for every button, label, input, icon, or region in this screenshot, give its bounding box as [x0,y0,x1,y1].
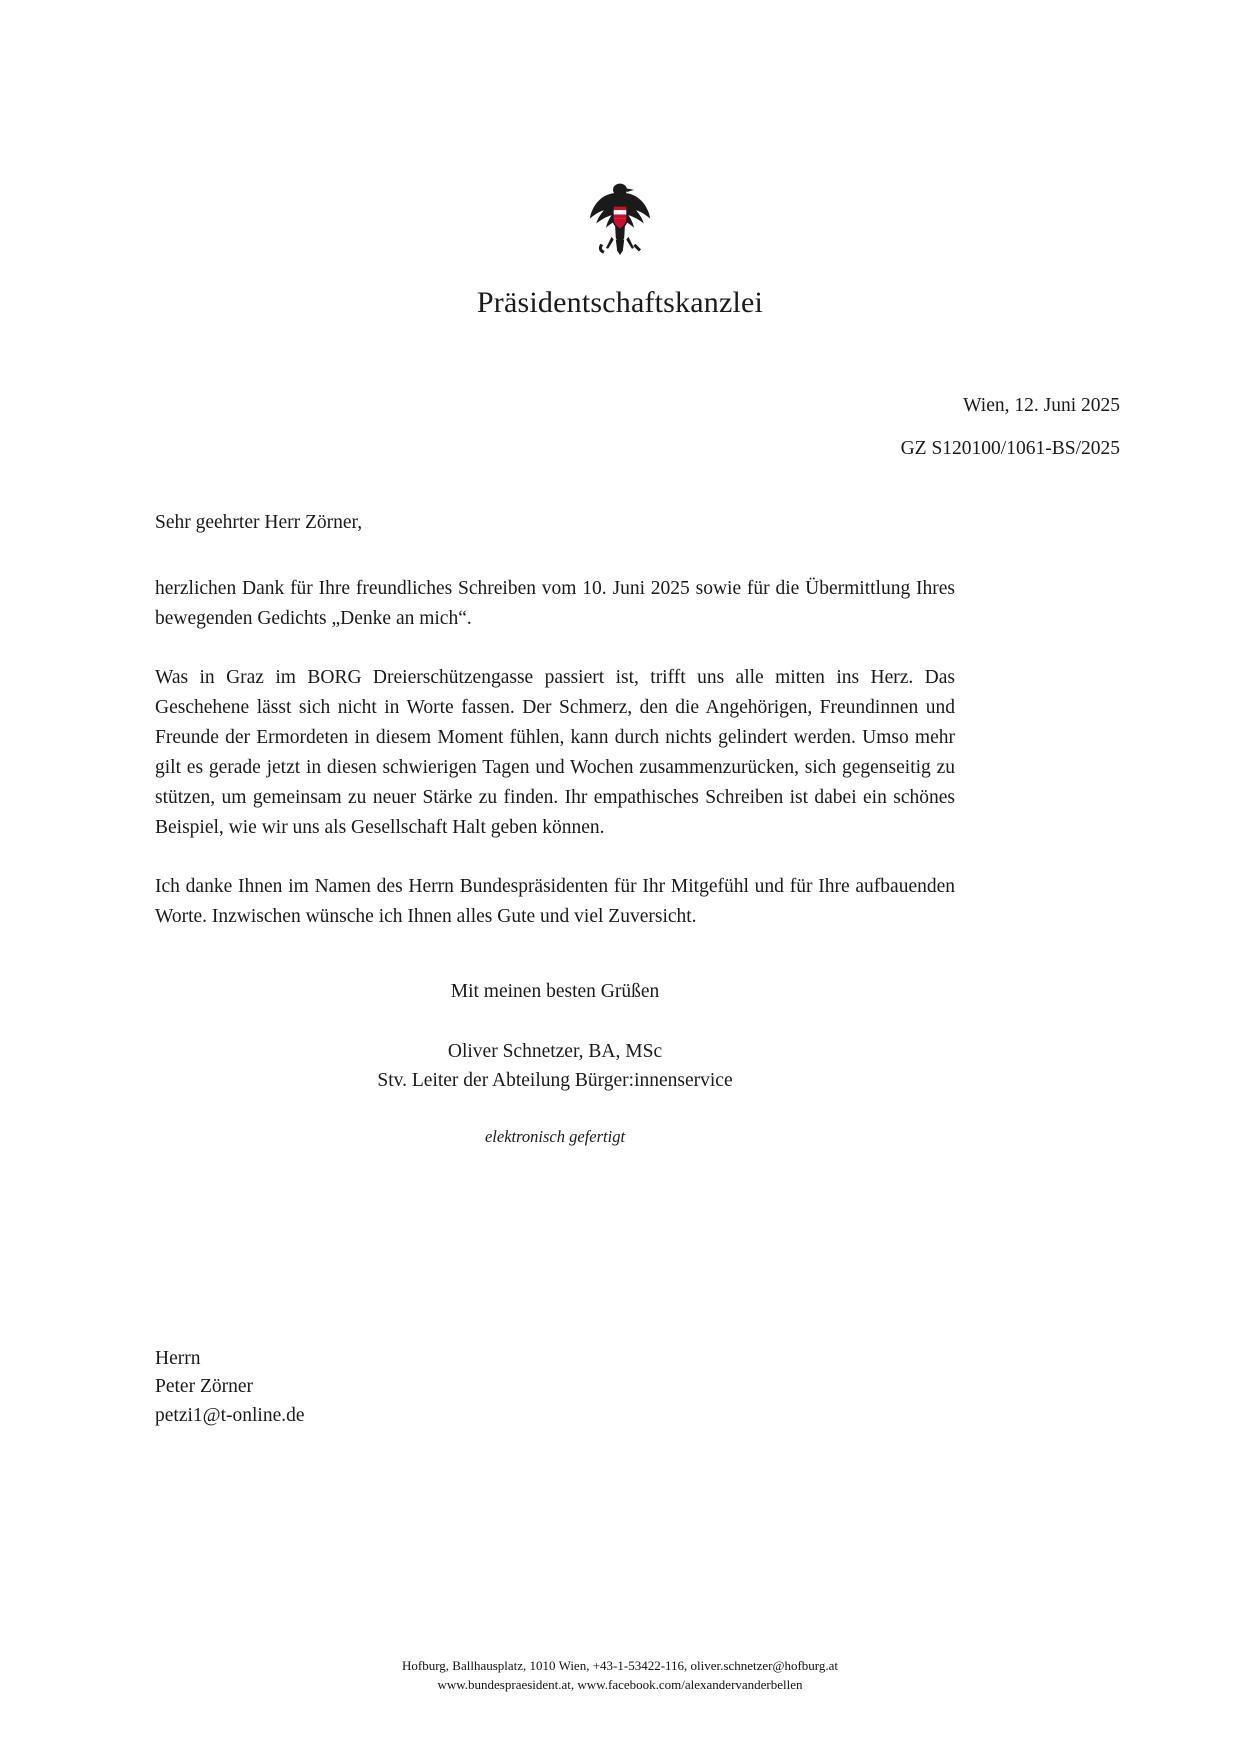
organisation-title: Präsidentschaftskanzlei [476,286,764,319]
salutation: Sehr geehrter Herr Zörner, [155,512,363,533]
reference-number: GZ S120100/1061-BS/2025 [900,437,1120,459]
letter-body [155,508,955,932]
recipient-address [155,1345,305,1430]
address-line-3-email: petzi1@t-online.de [155,1404,305,1426]
electronic-signature-note: elektronisch gefertigt [484,1126,626,1146]
letter-meta [901,396,1120,458]
page-footer [0,1657,1240,1695]
signatory-role: Stv. Leiter der Abteilung Bürger:innenservice [377,1069,733,1091]
footer-line-1: Hofburg, Ballhausplatz, 1010 Wien, +43-1-53422-116, oliver.schnetzer@hofburg.at [401,1658,838,1674]
closing-greeting: Mit meinen besten Grüßen [450,981,660,1002]
place-date: Wien, 12. Juni 2025 [963,395,1120,416]
footer-line-2: www.bundespraesident.at, www.facebook.com/alexandervanderbellen [437,1677,803,1693]
paragraph-1: herzlichen Dank für Ihre freundliches Schreiben vom 10. Juni 2025 sowie für die Übermittlung Ihres bewegenden Gedichts „Denke an mich“. [155,577,955,629]
crest-container [0,178,1240,267]
address-line-1: Herrn [155,1348,201,1369]
signatory-name: Oliver Schnetzer, BA, MSc [447,1041,663,1063]
paragraph-2: Was in Graz im BORG Dreierschützengasse passiert ist, trifft uns alle mitten ins Herz. Das Geschehene lässt sich nicht in Worte fassen. Der Schmerz, den die Angehörigen, Freundinnen und Freunde der Ermordeten in diesem Moment fühlen, kann durch nichts gelindert werden. Umso mehr gilt es gerade jetzt in diesen schwierigen Tagen und Wochen zusammenzurücken, sich gegenseitig zu stützen, um gemeinsam zu neuer Stärke zu finden. Ihr empathisches Schreiben ist dabei ein schönes Beispiel, wie wir uns als Gesellschaft Halt geben können. [155,667,955,838]
austrian-eagle-coat-of-arms-icon [585,178,655,262]
address-line-2: Peter Zörner [155,1376,253,1398]
letter-closing [155,978,955,1149]
paragraph-3: Ich danke Ihnen im Namen des Herrn Bundespräsidenten für Ihr Mitgefühl und für Ihre aufbauenden Worte. Inzwischen wünsche ich Ihnen alles Gute und viel Zuversicht. [155,876,955,928]
